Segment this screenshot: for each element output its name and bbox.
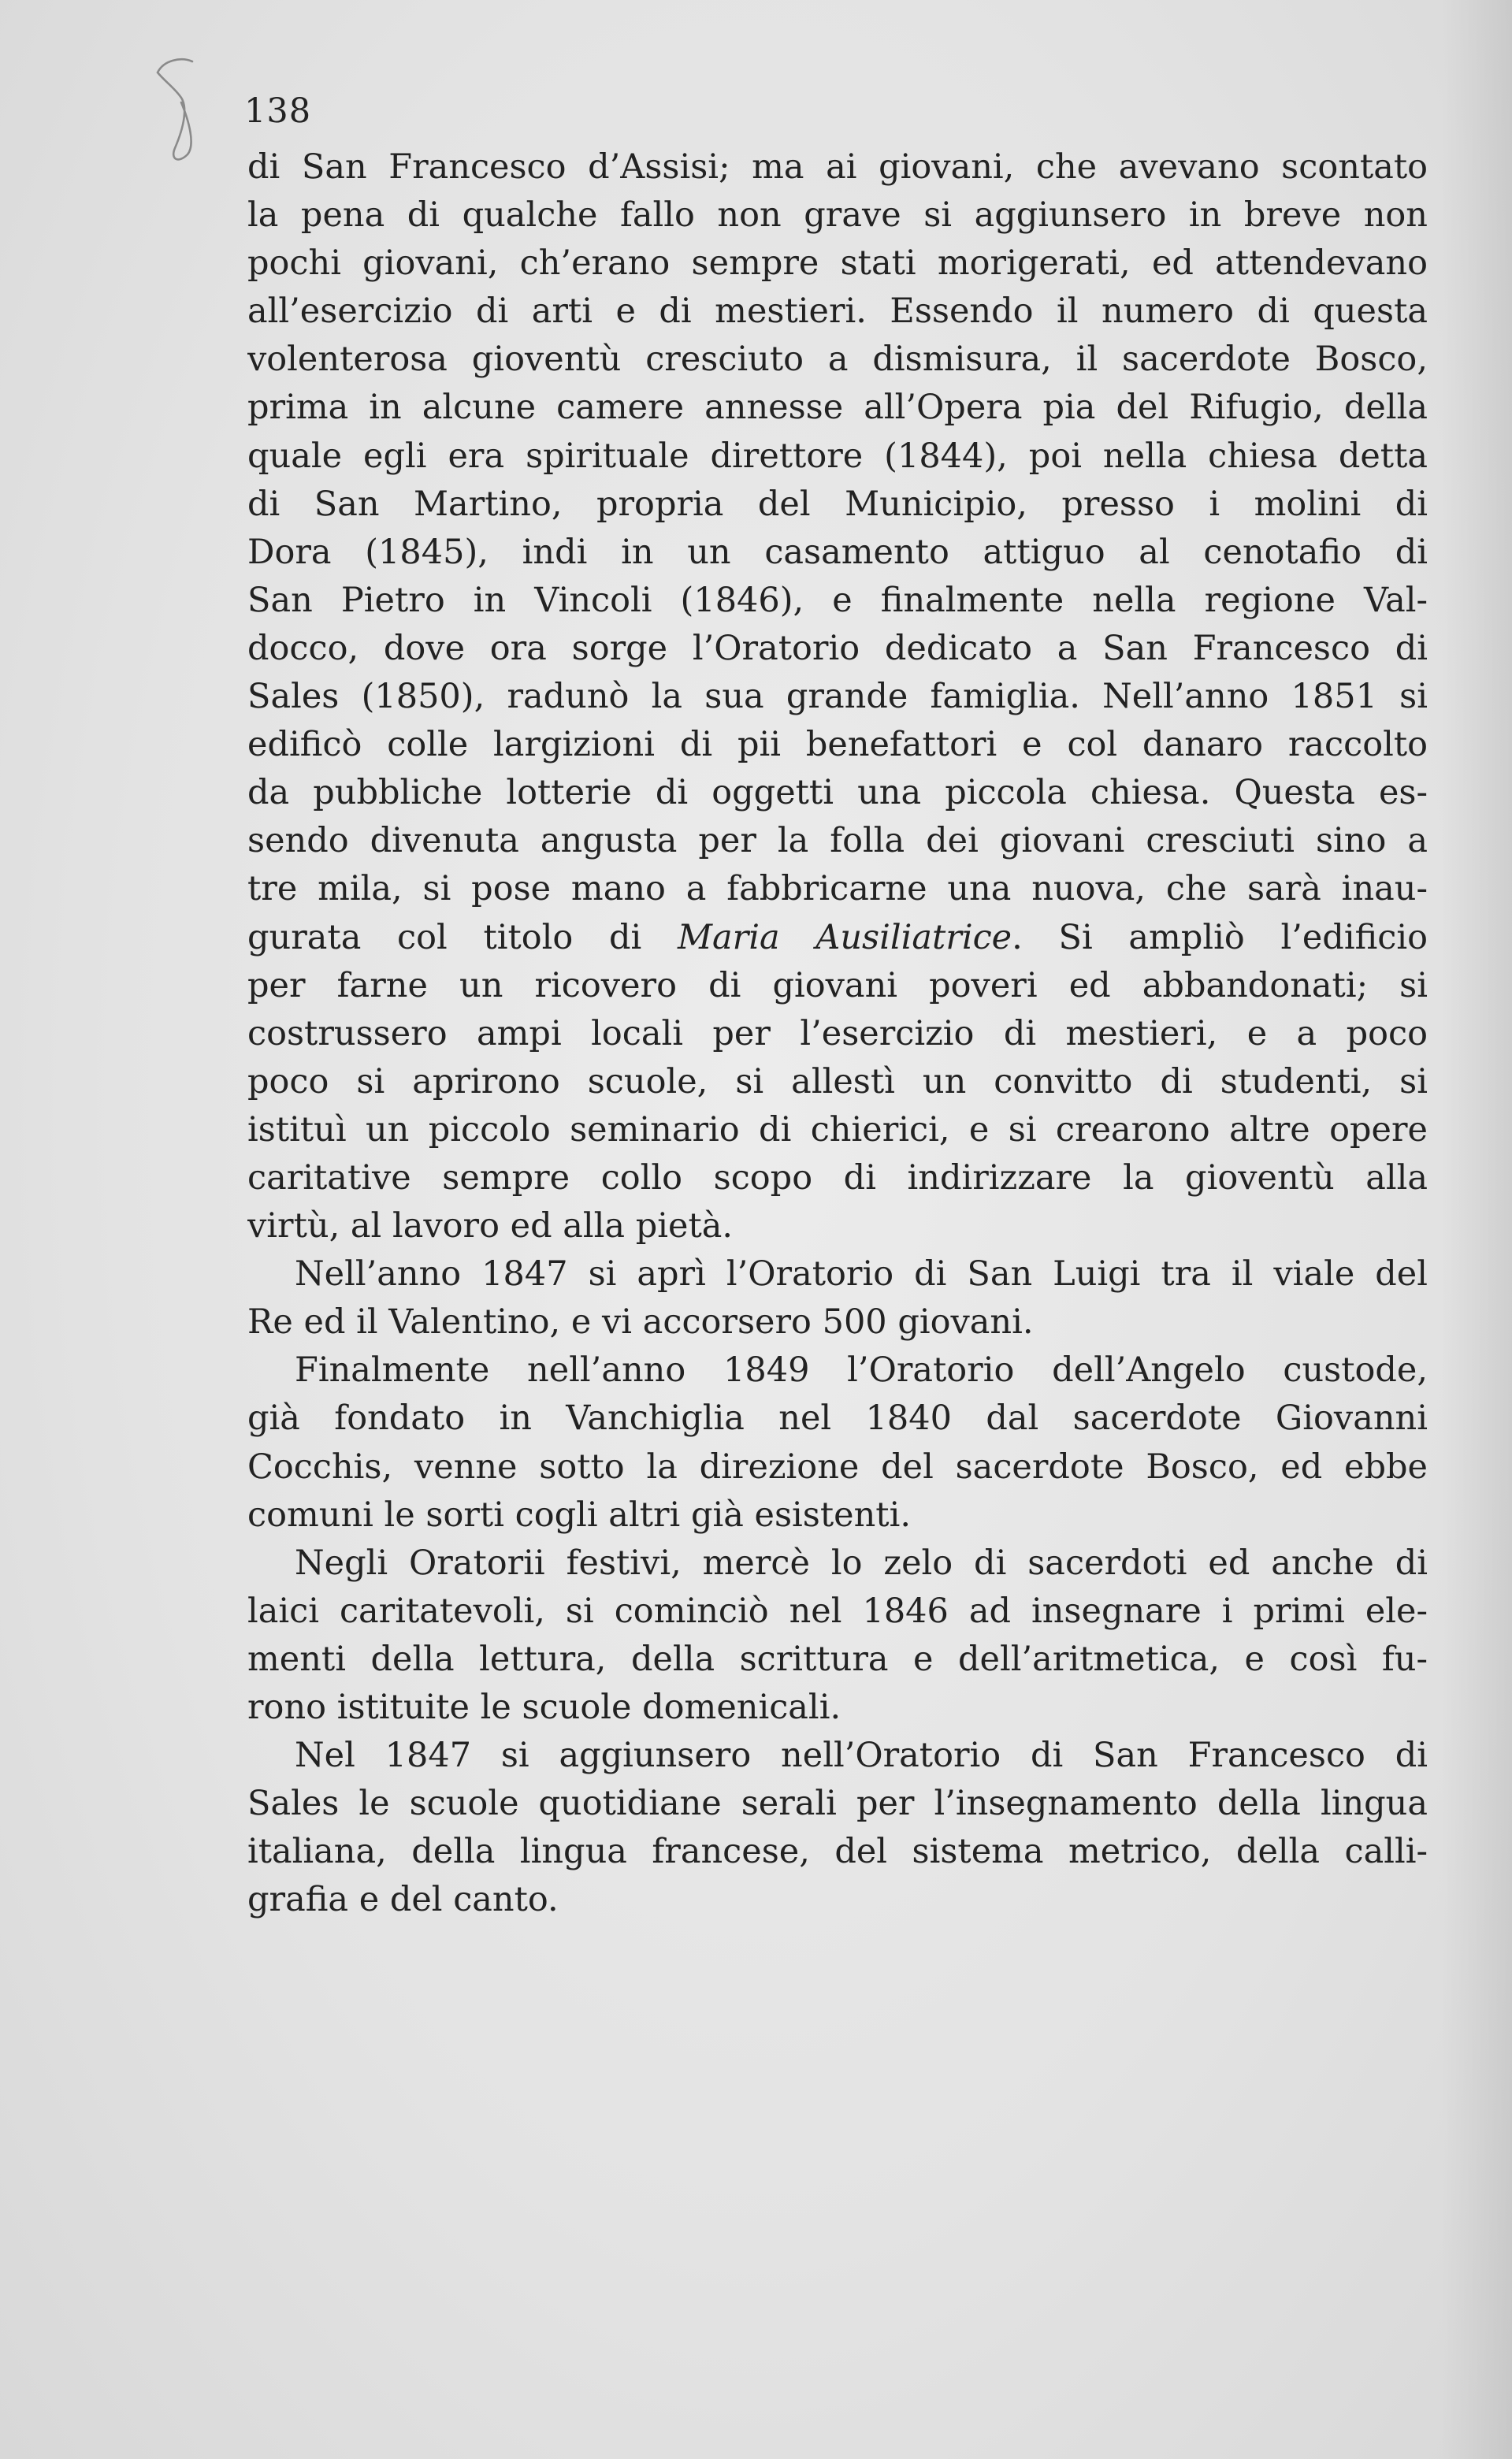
text-line: Finalmente nell’anno 1849 l’Oratorio dell’Angelo custode, bbox=[295, 1350, 1428, 1391]
text-line: Nel 1847 si aggiunsero nell’Oratorio di San Francesco di bbox=[295, 1736, 1428, 1776]
text-line: Negli Oratorii festivi, mercè lo zelo di sacerdoti ed anche di bbox=[295, 1543, 1428, 1583]
text-line: da pubbliche lotterie di oggetti una piccola chiesa. Questa es- bbox=[247, 773, 1428, 813]
text-line: prima in alcune camere annesse all’Opera pia del Rifugio, della bbox=[247, 388, 1428, 428]
text-line: docco, dove ora sorge l’Oratorio dedicato a San Francesco di bbox=[247, 628, 1428, 668]
text-line: costrussero ampi locali per l’esercizio di mestieri, e a poco bbox=[247, 1013, 1428, 1053]
text-line: virtù, al lavoro ed alla pietà. bbox=[247, 1206, 734, 1246]
text-line: Nell’anno 1847 si aprì l’Oratorio di San Luigi tra il viale del bbox=[295, 1254, 1428, 1295]
text-line: edificò colle largizioni di pii benefattori e col danaro raccolto bbox=[247, 725, 1428, 765]
text-line: rono istituite le scuole domenicali. bbox=[247, 1688, 841, 1727]
text-line: menti della lettura, della scrittura e dell’aritmetica, e così fu- bbox=[247, 1639, 1428, 1679]
italic-title: Maria Ausiliatrice bbox=[677, 917, 1012, 957]
text-line: caritative sempre collo scopo di indirizzare la gioventù alla bbox=[247, 1157, 1428, 1198]
text-line: istituì un piccolo seminario di chierici, e si crearono altre opere bbox=[247, 1109, 1428, 1150]
text-line: comuni le sorti cogli altri già esistenti. bbox=[247, 1495, 911, 1535]
text-line: volenterosa gioventù cresciuto a dismisura, il sacerdote Bosco, bbox=[247, 340, 1428, 380]
text-line: all’esercizio di arti e di mestieri. Essendo il numero di questa bbox=[247, 292, 1428, 332]
body-text bbox=[247, 143, 1428, 1924]
text-line: per farne un ricovero di giovani poveri ed abbandonati; si bbox=[247, 965, 1428, 1005]
text-line: di San Francesco d’Assisi; ma ai giovani, che avevano scontato bbox=[247, 147, 1428, 187]
page-number: 138 bbox=[244, 91, 312, 131]
text-line: San Pietro in Vincoli (1846), e finalmente nella regione Val- bbox=[247, 580, 1428, 620]
text-line: poco si aprirono scuole, si allestì un convitto di studenti, si bbox=[247, 1061, 1428, 1101]
text-line: grafia e del canto. bbox=[247, 1880, 559, 1920]
text-line: Cocchis, venne sotto la direzione del sacerdote Bosco, ed ebbe bbox=[247, 1447, 1428, 1487]
text-line: di San Martino, propria del Municipio, presso i molini di bbox=[247, 484, 1428, 524]
text-line: la pena di qualche fallo non grave si aggiunsero in breve non bbox=[247, 195, 1428, 236]
text-line: laici caritatevoli, si cominciò nel 1846 ad insegnare i primi ele- bbox=[247, 1591, 1428, 1631]
text-line: tre mila, si pose mano a fabbricarne una nuova, che sarà inau- bbox=[247, 869, 1428, 909]
text-line: pochi giovani, ch’erano sempre stati morigerati, ed attendevano bbox=[247, 243, 1428, 284]
text-line: Sales le scuole quotidiane serali per l’insegnamento della lingua bbox=[247, 1784, 1428, 1824]
text-line: italiana, della lingua francese, del sistema metrico, della calli- bbox=[247, 1832, 1428, 1872]
handwritten-pen-mark bbox=[147, 55, 217, 173]
text-line: quale egli era spirituale direttore (1844), poi nella chiesa detta bbox=[247, 436, 1428, 476]
text-line: sendo divenuta angusta per la folla dei giovani cresciuti sino a bbox=[247, 821, 1428, 861]
text-line: già fondato in Vanchiglia nel 1840 dal sacerdote Giovanni bbox=[247, 1399, 1428, 1439]
text-line: Sales (1850), radunò la sua grande famiglia. Nell’anno 1851 si bbox=[247, 677, 1428, 717]
text-line: Dora (1845), indi in un casamento attiguo al cenotafio di bbox=[247, 532, 1428, 572]
text-line: gurata col titolo di Maria Ausiliatrice. Si ampliò l’edificio bbox=[247, 917, 1428, 957]
text-line: Re ed il Valentino, e vi accorsero 500 giovani. bbox=[247, 1302, 1034, 1343]
page-edge-shadow bbox=[1441, 0, 1512, 2459]
